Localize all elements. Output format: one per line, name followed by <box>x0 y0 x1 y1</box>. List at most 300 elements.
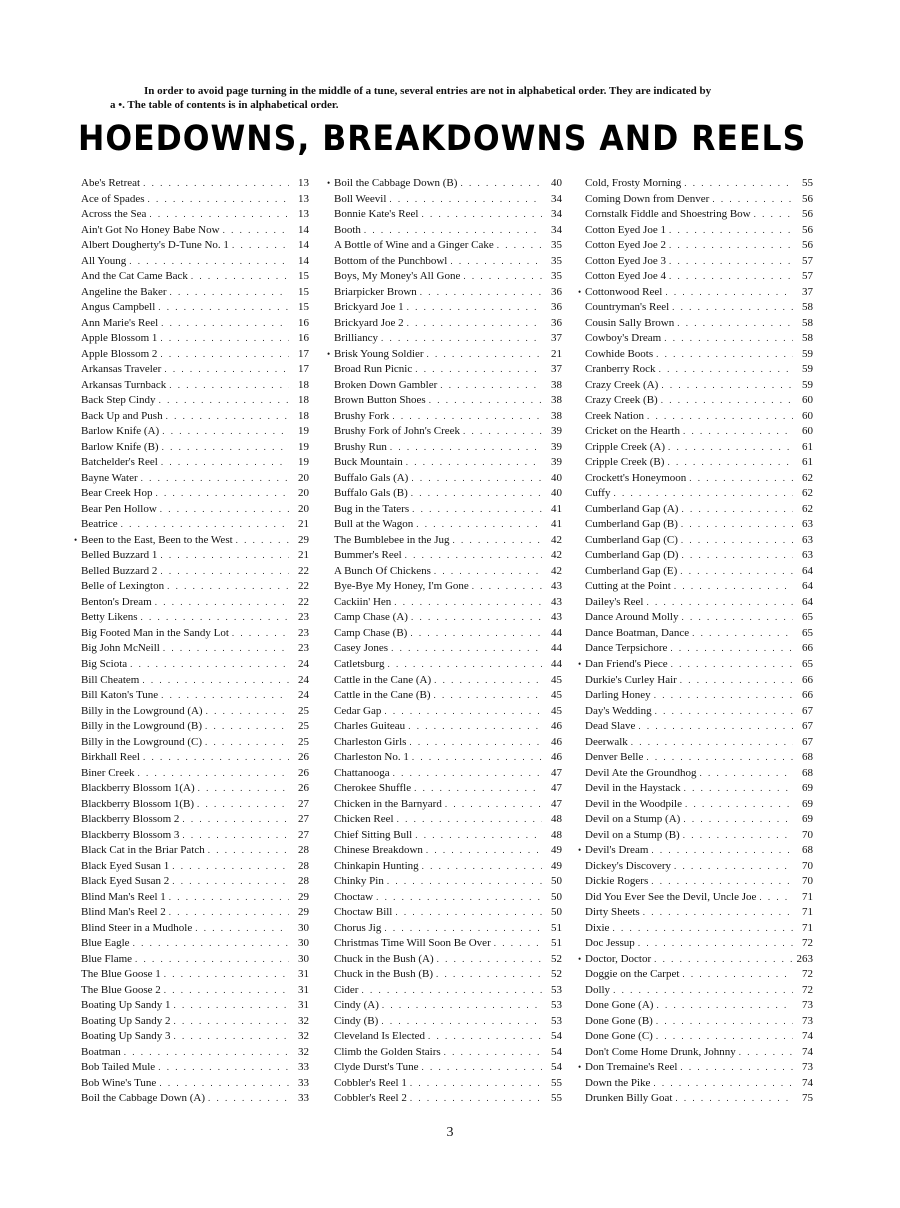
dot-leader <box>658 393 793 409</box>
toc-entry-title: Blackberry Blossom 1(B) <box>81 797 195 810</box>
toc-entry-title: Been to the East, Been to the West <box>81 533 233 546</box>
toc-entry-title: Boil the Cabbage Down (B) <box>334 177 458 189</box>
toc-entry-page: 13 <box>298 208 309 221</box>
toc-entry <box>334 843 562 859</box>
toc-entry-page: 18 <box>298 378 309 391</box>
dot-leader <box>408 610 542 626</box>
toc-entry-title: Coming Down from Denver <box>585 192 710 205</box>
toc-entry <box>585 610 813 626</box>
toc-entry-page: 71 <box>802 921 813 934</box>
toc-entry <box>334 1014 562 1030</box>
toc-entry-page: 38 <box>551 378 562 391</box>
toc-entry <box>334 1029 562 1045</box>
toc-entry-title: Back Up and Push <box>81 409 163 422</box>
toc-entry <box>585 533 813 549</box>
toc-entry-title: Bull at the Wagon <box>334 518 414 531</box>
dot-leader <box>404 316 542 332</box>
dot-leader <box>460 424 542 440</box>
toc-entry-title: Across the Sea <box>81 208 147 221</box>
toc-entry-title: Cindy (B) <box>334 1014 379 1027</box>
toc-entry <box>585 688 813 704</box>
toc-entry-title: Apple Blossom 1 <box>81 332 158 345</box>
toc-entry-title: Cotton Eyed Joe 3 <box>585 254 666 267</box>
dot-leader <box>394 812 542 828</box>
dot-leader <box>192 921 289 937</box>
toc-entry <box>334 781 562 797</box>
dot-leader <box>494 238 542 254</box>
toc-entry-page: 72 <box>802 968 813 981</box>
toc-entry <box>334 564 562 580</box>
toc-entry <box>585 921 813 937</box>
toc-entry-title: Buck Mountain <box>334 456 403 469</box>
toc-entry-page: 59 <box>802 378 813 391</box>
toc-entry-title: Done Gone (B) <box>585 1014 653 1027</box>
toc-entry-title: Barlow Knife (B) <box>81 440 159 453</box>
toc-entry-title: Doc Jessup <box>585 937 635 950</box>
toc-entry <box>81 517 309 533</box>
toc-entry <box>585 331 813 347</box>
toc-entry-page: 72 <box>802 983 813 996</box>
toc-entry-title: Bob Wine's Tune <box>81 1076 157 1089</box>
toc-entry <box>81 269 309 285</box>
dot-leader <box>669 300 793 316</box>
dot-leader <box>680 812 793 828</box>
toc-entry <box>81 378 309 394</box>
toc-entry-page: 61 <box>802 456 813 469</box>
toc-entry-page: 32 <box>298 1030 309 1043</box>
dot-leader <box>431 564 542 580</box>
toc-entry-page: 70 <box>802 875 813 888</box>
dot-leader <box>158 316 289 332</box>
dot-leader <box>158 688 289 704</box>
toc-entry <box>585 750 813 766</box>
toc-entry <box>585 781 813 797</box>
toc-entry-title: Dead Slave <box>585 720 636 733</box>
toc-entry <box>585 378 813 394</box>
toc-entry <box>81 362 309 378</box>
dot-leader <box>407 626 542 642</box>
toc-entry-page: 37 <box>551 332 562 345</box>
toc-entry-title: Arkansas Traveler <box>81 363 162 376</box>
toc-entry <box>81 424 309 440</box>
dot-leader <box>610 486 793 502</box>
toc-entry-page: 65 <box>802 657 813 670</box>
toc-entry <box>334 455 562 471</box>
toc-entry-title: Cotton Eyed Joe 2 <box>585 239 666 252</box>
toc-entry <box>334 579 562 595</box>
toc-entry-page: 35 <box>551 270 562 283</box>
dot-leader <box>640 905 793 921</box>
toc-entry-page: 29 <box>298 533 309 546</box>
toc-entry-title: Dickey's Discovery <box>585 859 671 872</box>
toc-entry-page: 60 <box>802 409 813 422</box>
dot-leader <box>203 704 289 720</box>
toc-entry-page: 24 <box>298 689 309 702</box>
dot-leader <box>405 719 542 735</box>
toc-entry-page: 39 <box>551 425 562 438</box>
toc-entry-page: 40 <box>551 471 562 484</box>
toc-entry <box>81 1014 309 1030</box>
toc-column-3 <box>578 176 813 1107</box>
out-of-order-bullet: • <box>74 534 78 545</box>
toc-entry-title: Cripple Creek (A) <box>585 440 666 453</box>
dot-leader <box>171 1014 289 1030</box>
toc-entry <box>578 843 813 859</box>
toc-entry <box>334 486 562 502</box>
toc-entry-page: 64 <box>802 564 813 577</box>
toc-entry-page: 62 <box>802 487 813 500</box>
toc-entry-title: Cherokee Shuffle <box>334 782 412 795</box>
toc-entry-page: 44 <box>551 626 562 639</box>
toc-entry <box>81 564 309 580</box>
toc-entry-title: Camp Chase (B) <box>334 626 408 639</box>
toc-entry <box>81 1091 309 1107</box>
dot-leader <box>171 1029 289 1045</box>
toc-entry-page: 44 <box>551 642 562 655</box>
toc-entry-page: 65 <box>802 626 813 639</box>
toc-entry-page: 37 <box>551 363 562 376</box>
toc-entry-page: 55 <box>551 1076 562 1089</box>
toc-entry-title: Charleston Girls <box>334 735 407 748</box>
toc-entry-title: Charles Guiteau <box>334 720 406 733</box>
toc-entry-title: Chuck in the Bush (B) <box>334 968 433 981</box>
toc-entry-title: Camp Chase (A) <box>334 611 408 624</box>
dot-leader <box>166 890 289 906</box>
toc-entry-page: 58 <box>802 332 813 345</box>
dot-leader <box>138 610 289 626</box>
toc-entry-page: 43 <box>551 595 562 608</box>
dot-leader <box>437 378 542 394</box>
toc-entry-page: 39 <box>551 440 562 453</box>
toc-entry-page: 54 <box>551 1061 562 1074</box>
toc-entry-page: 60 <box>802 425 813 438</box>
toc-entry-title: Brilliancy <box>334 332 378 345</box>
toc-entry <box>585 641 813 657</box>
toc-entry-title: Boating Up Sandy 2 <box>81 1014 171 1027</box>
toc-entry-title: Choctaw Bill <box>334 906 393 919</box>
toc-entry-title: Birkhall Reel <box>81 751 140 764</box>
dot-leader <box>161 967 289 983</box>
toc-entry-title: Don't Come Home Drunk, Johnny <box>585 1045 736 1058</box>
toc-entry-title: Cumberland Gap (C) <box>585 533 678 546</box>
toc-entry-title: Chinese Breakdown <box>334 844 423 857</box>
toc-entry <box>81 781 309 797</box>
dot-leader <box>678 533 793 549</box>
order-note-line-1: In order to avoid page turning in the middle of a tune, several entries are not in alphabetical order. They are indicated by <box>144 85 712 97</box>
dot-leader <box>656 362 793 378</box>
toc-entry <box>585 1014 813 1030</box>
toc-entry-title: Cold, Frosty Morning <box>585 177 682 189</box>
dot-leader <box>146 207 289 223</box>
dot-leader <box>671 859 793 875</box>
dot-leader <box>648 874 793 890</box>
dot-leader <box>680 424 793 440</box>
toc-entry-title: Clyde Durst's Tune <box>334 1061 419 1074</box>
toc-entry-title: Cindy (A) <box>334 999 379 1012</box>
toc-entry-page: 45 <box>551 689 562 702</box>
toc-entry <box>81 595 309 611</box>
toc-entry-title: Devil in the Haystack <box>585 782 681 795</box>
dot-leader <box>653 1014 793 1030</box>
toc-entry-title: Dixie <box>585 921 610 934</box>
toc-entry <box>334 1076 562 1092</box>
toc-entry-title: Brushy Fork of John's Creek <box>334 425 461 438</box>
dot-leader <box>155 300 289 316</box>
toc-entry <box>81 797 309 813</box>
dot-leader <box>678 610 793 626</box>
dot-leader <box>126 254 289 270</box>
toc-entry-page: 65 <box>802 611 813 624</box>
toc-entry-page: 49 <box>551 859 562 872</box>
toc-entry <box>81 1029 309 1045</box>
toc-entry-page: 69 <box>802 813 813 826</box>
toc-entry-page: 58 <box>802 316 813 329</box>
toc-entry <box>585 393 813 409</box>
dot-leader <box>610 983 793 999</box>
dot-leader <box>381 704 542 720</box>
toc-entry <box>81 455 309 471</box>
toc-entry-page: 17 <box>298 347 309 360</box>
toc-entry-page: 47 <box>551 766 562 779</box>
toc-entry-page: 27 <box>298 797 309 810</box>
toc-entry <box>81 486 309 502</box>
toc-entry-page: 28 <box>298 859 309 872</box>
toc-entry-page: 50 <box>551 875 562 888</box>
toc-entry-title: Abe's Retreat <box>81 177 141 189</box>
toc-entry-page: 56 <box>802 192 813 205</box>
toc-entry-title: Crockett's Honeymoon <box>585 471 687 484</box>
dot-leader <box>678 517 793 533</box>
toc-entry-page: 56 <box>802 239 813 252</box>
dot-leader <box>662 285 793 301</box>
toc-entry-page: 17 <box>298 363 309 376</box>
toc-entry <box>327 176 562 192</box>
toc-entry <box>334 223 562 239</box>
toc-entry-page: 33 <box>298 1092 309 1105</box>
toc-entry-title: Black Eyed Susan 1 <box>81 859 170 872</box>
toc-entry-title: Brisk Young Soldier <box>334 347 424 360</box>
dot-leader <box>157 331 289 347</box>
toc-entry-title: Brickyard Joe 2 <box>334 316 404 329</box>
toc-entry <box>81 548 309 564</box>
toc-entry-page: 263 <box>796 952 813 965</box>
toc-entry-page: 57 <box>802 270 813 283</box>
toc-entry-page: 47 <box>551 782 562 795</box>
dot-leader <box>681 176 793 192</box>
dot-leader <box>132 952 289 968</box>
toc-entry <box>81 347 309 363</box>
toc-entry-title: Darling Honey <box>585 689 651 702</box>
toc-entry-page: 31 <box>298 983 309 996</box>
toc-entry <box>334 905 562 921</box>
toc-entry-page: 74 <box>802 1030 813 1043</box>
toc-entry-page: 56 <box>802 223 813 236</box>
toc-entry <box>334 548 562 564</box>
toc-entry-title: Broken Down Gambler <box>334 378 438 391</box>
toc-entry <box>585 766 813 782</box>
toc-entry-page: 74 <box>802 1045 813 1058</box>
toc-entry-title: Blue Eagle <box>81 937 130 950</box>
toc-entry <box>334 750 562 766</box>
toc-entry-page: 47 <box>551 797 562 810</box>
toc-entry-title: Bug in the Taters <box>334 502 410 515</box>
toc-entry-page: 34 <box>551 223 562 236</box>
dot-leader <box>674 316 793 332</box>
toc-entry <box>81 952 309 968</box>
toc-entry-title: The Blue Goose 2 <box>81 983 161 996</box>
dot-leader <box>161 362 289 378</box>
toc-entry-title: Billy in the Lowground (C) <box>81 735 202 748</box>
toc-entry-title: Dan Friend's Piece <box>585 657 668 670</box>
dot-leader <box>412 828 542 844</box>
dot-leader <box>460 269 542 285</box>
toc-entry-title: Down the Pike <box>585 1076 651 1089</box>
dot-leader <box>138 471 289 487</box>
toc-entry-title: Creek Nation <box>585 409 644 422</box>
dot-leader <box>140 176 289 192</box>
toc-entry-title: Bye-Bye My Honey, I'm Gone <box>334 580 469 593</box>
toc-entry <box>585 424 813 440</box>
toc-column-2 <box>327 176 562 1107</box>
toc-entry <box>334 362 562 378</box>
toc-entry-page: 50 <box>551 890 562 903</box>
toc-entry <box>81 905 309 921</box>
dot-leader <box>408 471 542 487</box>
toc-entry-page: 67 <box>802 704 813 717</box>
dot-leader <box>381 921 542 937</box>
toc-entry <box>334 983 562 999</box>
toc-entry-page: 15 <box>298 301 309 314</box>
toc-entry-page: 39 <box>551 456 562 469</box>
toc-entry-page: 49 <box>551 844 562 857</box>
toc-entry <box>81 998 309 1014</box>
toc-entry-title: Chattanooga <box>334 766 390 779</box>
toc-entry-page: 18 <box>298 394 309 407</box>
dot-leader <box>678 548 793 564</box>
toc-entry-title: Billy in the Lowground (A) <box>81 704 203 717</box>
toc-entry-title: Cranberry Rock <box>585 363 656 376</box>
dot-leader <box>643 750 793 766</box>
toc-entry-title: Bonnie Kate's Reel <box>334 208 419 221</box>
toc-entry-title: Cousin Sally Brown <box>585 316 675 329</box>
toc-entry <box>585 905 813 921</box>
toc-entry-page: 69 <box>802 797 813 810</box>
toc-entry-page: 25 <box>298 704 309 717</box>
dot-leader <box>678 502 793 518</box>
toc-entry-page: 29 <box>298 906 309 919</box>
toc-entry-page: 20 <box>298 502 309 515</box>
toc-entry-title: Dailey's Reel <box>585 595 644 608</box>
toc-entry-page: 16 <box>298 316 309 329</box>
dot-leader <box>447 254 542 270</box>
toc-entry-page: 50 <box>551 906 562 919</box>
toc-entry <box>334 331 562 347</box>
dot-leader <box>157 502 289 518</box>
toc-entry <box>334 998 562 1014</box>
toc-entry <box>334 300 562 316</box>
toc-entry <box>585 890 813 906</box>
dot-leader <box>651 688 793 704</box>
dot-leader <box>651 952 793 968</box>
dot-leader <box>373 890 542 906</box>
dot-leader <box>220 223 289 239</box>
toc-entry <box>81 192 309 208</box>
toc-entry-page: 62 <box>802 471 813 484</box>
toc-entry <box>585 828 813 844</box>
toc-entry-page: 24 <box>298 657 309 670</box>
dot-leader <box>664 455 793 471</box>
dot-leader <box>159 440 289 456</box>
toc-entry-title: Blackberry Blossom 2 <box>81 813 180 826</box>
dot-leader <box>419 1060 543 1076</box>
toc-entry-title: Boatman <box>81 1045 121 1058</box>
dot-leader <box>426 393 542 409</box>
toc-entry <box>81 688 309 704</box>
dot-leader <box>404 300 542 316</box>
toc-entry-page: 35 <box>551 239 562 252</box>
dot-leader <box>689 626 793 642</box>
dot-leader <box>628 735 793 751</box>
toc-entry <box>585 797 813 813</box>
toc-entry-title: Cattle in the Cane (A) <box>334 673 432 686</box>
dot-leader <box>666 254 793 270</box>
toc-entry-page: 19 <box>298 440 309 453</box>
toc-entry-title: Billy in the Lowground (B) <box>81 720 202 733</box>
dot-leader <box>385 657 542 673</box>
toc-entry-page: 46 <box>551 751 562 764</box>
toc-entry-title: Devil in the Woodpile <box>585 797 682 810</box>
toc-entry-page: 19 <box>298 425 309 438</box>
toc-entry-title: Arkansas Turnback <box>81 378 167 391</box>
toc-entry <box>578 952 813 968</box>
dot-leader <box>159 424 289 440</box>
dot-leader <box>179 812 289 828</box>
toc-entry <box>81 673 309 689</box>
toc-entry-page: 30 <box>298 937 309 950</box>
toc-entry-page: 64 <box>802 580 813 593</box>
toc-entry-title: Don Tremaine's Reel <box>585 1061 678 1074</box>
toc-entry-title: Bear Pen Hollow <box>81 502 157 515</box>
toc-entry-page: 46 <box>551 735 562 748</box>
toc-entry <box>81 1076 309 1092</box>
dot-leader <box>407 1076 542 1092</box>
toc-entry-page: 30 <box>298 921 309 934</box>
dot-leader <box>672 1091 793 1107</box>
toc-entry-page: 34 <box>551 192 562 205</box>
dot-leader <box>409 502 542 518</box>
dot-leader <box>179 828 289 844</box>
toc-entry-page: 41 <box>551 502 562 515</box>
toc-entry-page: 63 <box>802 549 813 562</box>
toc-entry-title: Day's Wedding <box>585 704 652 717</box>
toc-entry-page: 26 <box>298 766 309 779</box>
toc-entry-page: 22 <box>298 595 309 608</box>
dot-leader <box>425 1029 542 1045</box>
toc-entry <box>81 393 309 409</box>
toc-entry <box>81 983 309 999</box>
toc-entry-title: Ain't Got No Honey Babe Now <box>81 223 220 236</box>
dot-leader <box>361 223 542 239</box>
toc-entry-page: 15 <box>298 270 309 283</box>
toc-entry <box>334 254 562 270</box>
dot-leader <box>666 269 793 285</box>
toc-entry-title: Big John McNeill <box>81 642 160 655</box>
toc-entry-page: 26 <box>298 751 309 764</box>
toc-entry <box>334 735 562 751</box>
dot-leader <box>686 471 793 487</box>
toc-entry-title: Cornstalk Fiddle and Shoestring Bow <box>585 208 751 221</box>
toc-entry-title: Brushy Run <box>334 440 387 453</box>
